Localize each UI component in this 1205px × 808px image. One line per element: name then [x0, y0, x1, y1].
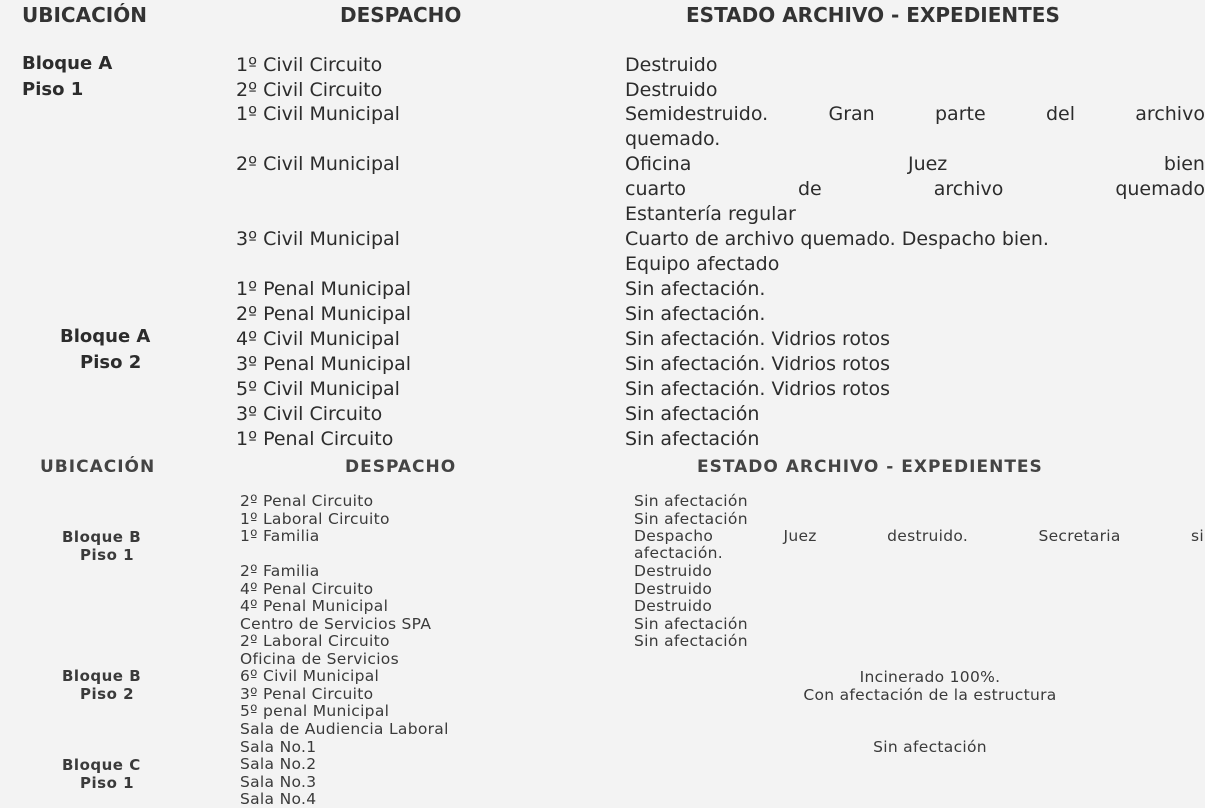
estado-cell: Cuarto de archivo quemado. Despacho bien.: [625, 228, 1049, 250]
estado-word: archivo: [1135, 103, 1205, 125]
estado-word: Despacho: [634, 527, 714, 545]
estado-cell: Destruido: [625, 54, 718, 76]
estado-cell: Sin afectación.: [625, 278, 766, 300]
despacho-cell: 4º Civil Municipal: [236, 328, 400, 350]
location-floor: Piso 2: [80, 352, 142, 373]
estado-word: archivo: [933, 178, 1004, 200]
despacho-cell: 3º Civil Municipal: [236, 228, 400, 250]
estado-cell: Equipo afectado: [625, 253, 780, 275]
despacho-cell: Sala No.3: [240, 773, 317, 791]
despacho-cell: 1º Civil Municipal: [236, 103, 400, 125]
estado-cell: quemado.: [625, 128, 721, 150]
estado-word: de: [797, 178, 822, 200]
location-floor: Piso 2: [80, 685, 135, 703]
despacho-cell: 2º Familia: [240, 562, 320, 580]
estado-cell: Sin afectación: [634, 632, 748, 650]
estado-cell: Sin afectación: [625, 403, 760, 425]
location-block: Bloque C: [62, 756, 141, 774]
estado-cell: Sin afectación: [634, 492, 748, 510]
estado-word: Secretaria: [1038, 527, 1121, 545]
estado-cell: Destruido: [625, 79, 718, 101]
location-block: Bloque A: [60, 326, 151, 347]
estado-cell: Sin afectación: [873, 738, 987, 756]
despacho-cell: 1º Penal Municipal: [236, 278, 412, 300]
despacho-cell: Sala No.4: [240, 790, 317, 808]
header-despacho: DESPACHO: [345, 457, 457, 477]
estado-word: cuarto: [625, 178, 687, 200]
despacho-cell: 5º Civil Municipal: [236, 378, 400, 400]
estado-cell: Incinerado 100%.: [859, 668, 1001, 686]
despacho-cell: Sala de Audiencia Laboral: [240, 720, 449, 738]
location-floor: Piso 1: [22, 79, 84, 100]
despacho-cell: 6º Civil Municipal: [240, 667, 380, 685]
despacho-cell: 3º Civil Circuito: [236, 403, 383, 425]
estado-cell: afectación.: [634, 544, 723, 562]
header-ubicacion: UBICACIÓN: [40, 457, 156, 477]
location-floor: Piso 1: [80, 546, 135, 564]
despacho-cell: Sala No.1: [240, 738, 317, 756]
estado-word: Juez: [783, 527, 817, 545]
header-estado: ESTADO ARCHIVO - EXPEDIENTES: [697, 457, 1043, 477]
despacho-cell: 3º Penal Circuito: [240, 685, 374, 703]
location-block: Bloque A: [22, 53, 113, 74]
estado-cell: Sin afectación: [634, 510, 748, 528]
estado-cell: Destruido: [634, 580, 713, 598]
location-block: Bloque B: [62, 528, 142, 546]
estado-cell: [625, 153, 1205, 175]
estado-cell: Sin afectación. Vidrios rotos: [625, 378, 891, 400]
despacho-cell: 2º Penal Circuito: [240, 492, 374, 510]
despacho-cell: Centro de Servicios SPA: [240, 615, 432, 633]
despacho-cell: 1º Civil Circuito: [236, 54, 383, 76]
despacho-cell: 4º Penal Municipal: [240, 597, 389, 615]
estado-cell: Sin afectación: [634, 615, 748, 633]
location-block: Bloque B: [62, 667, 142, 685]
estado-cell: Sin afectación: [625, 428, 760, 450]
despacho-cell: 2º Penal Municipal: [236, 303, 412, 325]
despacho-cell: 4º Penal Circuito: [240, 580, 374, 598]
despacho-cell: Oficina de Servicios: [240, 650, 399, 668]
estado-word: Oficina: [625, 153, 692, 175]
despacho-cell: 3º Penal Municipal: [236, 353, 412, 375]
estado-word: Semidestruido.: [625, 103, 769, 125]
estado-cell: Sin afectación. Vidrios rotos: [625, 328, 891, 350]
estado-word: destruido.: [887, 527, 969, 545]
estado-cell: Destruido: [634, 597, 713, 615]
despacho-cell: 2º Civil Circuito: [236, 79, 383, 101]
estado-word: quemado: [1115, 178, 1205, 200]
estado-cell: [634, 527, 1204, 545]
estado-cell: [625, 178, 1205, 200]
header-ubicacion: UBICACIÓN: [22, 3, 147, 27]
despacho-cell: 1º Familia: [240, 527, 320, 545]
despacho-cell: 2º Civil Municipal: [236, 153, 400, 175]
header-despacho: DESPACHO: [340, 3, 462, 27]
estado-cell: Con afectación de la estructura: [803, 686, 1057, 704]
despacho-cell: 5º penal Municipal: [240, 702, 390, 720]
estado-word: del: [1045, 103, 1075, 125]
despacho-cell: 2º Laboral Circuito: [240, 632, 390, 650]
estado-cell: [625, 103, 1205, 125]
estado-word: Juez: [907, 153, 948, 175]
despacho-cell: Sala No.2: [240, 755, 317, 773]
estado-cell: Sin afectación.: [625, 303, 766, 325]
estado-cell: Estantería regular: [625, 203, 796, 225]
estado-word: si: [1191, 527, 1204, 545]
estado-word: parte: [935, 103, 986, 125]
estado-word: bien: [1163, 153, 1205, 175]
estado-cell: Destruido: [634, 562, 713, 580]
estado-word: Gran: [828, 103, 875, 125]
despacho-cell: 1º Laboral Circuito: [240, 510, 390, 528]
estado-cell: Sin afectación. Vidrios rotos: [625, 353, 891, 375]
header-estado: ESTADO ARCHIVO - EXPEDIENTES: [686, 3, 1060, 27]
location-floor: Piso 1: [80, 774, 135, 792]
despacho-cell: 1º Penal Circuito: [236, 428, 394, 450]
